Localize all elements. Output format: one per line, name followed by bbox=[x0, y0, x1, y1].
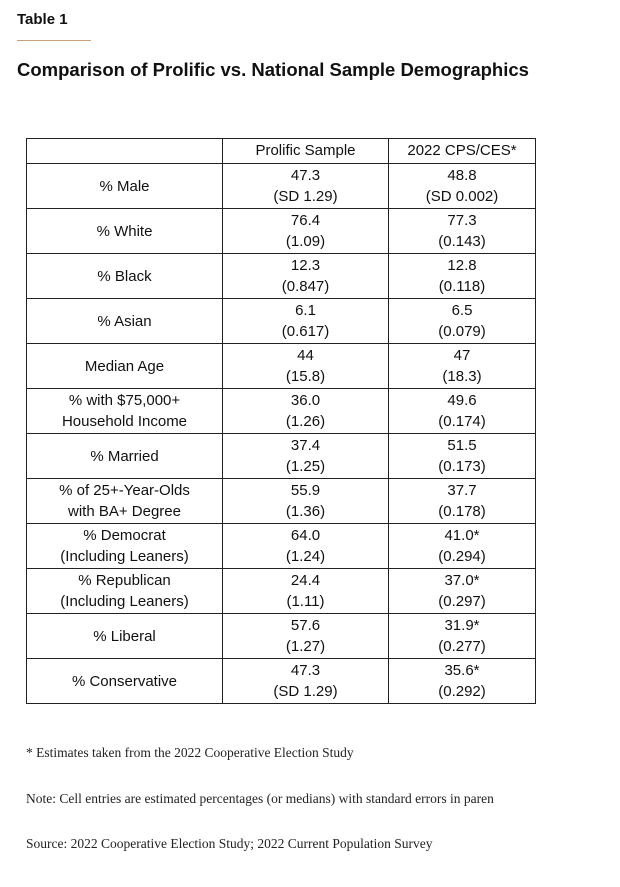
value-line: (SD 1.29) bbox=[273, 188, 338, 205]
national-value-cell bbox=[389, 344, 536, 389]
row-label-line: % with $75,000+ bbox=[68, 392, 181, 409]
table-row bbox=[27, 299, 536, 344]
value-line: 31.9* bbox=[444, 617, 480, 634]
value-line: 47.3 bbox=[290, 662, 321, 679]
row-label-line: % Conservative bbox=[71, 672, 178, 690]
value-line: (18.3) bbox=[442, 368, 482, 385]
value-line: 47.3 bbox=[290, 167, 321, 184]
prolific-value-cell bbox=[223, 524, 389, 569]
prolific-value-cell bbox=[223, 344, 389, 389]
national-value-cell bbox=[389, 659, 536, 704]
row-label-cell bbox=[27, 524, 223, 569]
value-line: 35.6* bbox=[444, 662, 480, 679]
label-underline bbox=[17, 40, 91, 41]
row-label-cell bbox=[27, 659, 223, 704]
value-line: (1.27) bbox=[285, 638, 326, 655]
value-line: (0.173) bbox=[438, 458, 486, 475]
row-label-cell bbox=[27, 569, 223, 614]
footnote-source: Source: 2022 Cooperative Election Study; 2022 Current Population Survey bbox=[26, 836, 433, 851]
value-line: (1.24) bbox=[285, 548, 326, 565]
table-header-row bbox=[27, 139, 536, 164]
table-row bbox=[27, 659, 536, 704]
row-label-line: % Black bbox=[97, 267, 152, 285]
table-label: Table 1 bbox=[17, 11, 68, 28]
value-line: 44 bbox=[297, 347, 314, 364]
row-label-cell bbox=[27, 389, 223, 434]
prolific-value-cell bbox=[223, 254, 389, 299]
row-label-cell bbox=[27, 299, 223, 344]
value-line: (1.11) bbox=[286, 593, 325, 610]
prolific-value-cell bbox=[223, 659, 389, 704]
value-line: (0.143) bbox=[438, 233, 486, 250]
prolific-value-cell bbox=[223, 164, 389, 209]
page-title: Comparison of Prolific vs. National Sample Demographics bbox=[17, 59, 529, 80]
national-value-cell bbox=[389, 209, 536, 254]
table-row bbox=[27, 434, 536, 479]
value-line: 6.5 bbox=[451, 302, 473, 319]
row-label-line: % Liberal bbox=[93, 627, 156, 645]
national-value-cell bbox=[389, 299, 536, 344]
table-row bbox=[27, 614, 536, 659]
column-header-label bbox=[27, 139, 223, 164]
table-row bbox=[27, 209, 536, 254]
value-line: 37.4 bbox=[290, 437, 321, 454]
column-header-prolific: Prolific Sample bbox=[223, 139, 389, 164]
row-label-cell bbox=[27, 344, 223, 389]
value-line: 41.0* bbox=[444, 527, 480, 544]
value-line: 24.4 bbox=[290, 572, 321, 589]
table-row bbox=[27, 569, 536, 614]
value-line: (1.09) bbox=[285, 233, 326, 250]
row-label-line: % of 25+-Year-Olds bbox=[59, 482, 190, 499]
row-label-line: Median Age bbox=[84, 357, 165, 375]
row-label-cell bbox=[27, 479, 223, 524]
national-value-cell bbox=[389, 524, 536, 569]
value-line: 6.1 bbox=[295, 302, 316, 319]
table-row bbox=[27, 254, 536, 299]
prolific-value-cell bbox=[223, 209, 389, 254]
value-line: 77.3 bbox=[447, 212, 477, 229]
value-line: (15.8) bbox=[285, 368, 326, 385]
national-value-cell bbox=[389, 164, 536, 209]
prolific-value-cell bbox=[223, 569, 389, 614]
row-label-line: % Republican bbox=[78, 572, 171, 589]
value-line: (0.118) bbox=[438, 278, 486, 295]
value-line: (0.174) bbox=[438, 413, 486, 430]
value-line: (0.617) bbox=[281, 323, 330, 340]
national-value-cell bbox=[389, 569, 536, 614]
value-line: 12.3 bbox=[290, 257, 321, 274]
value-line: (0.297) bbox=[438, 593, 486, 610]
column-header-national: 2022 CPS/CES* bbox=[389, 139, 536, 164]
footnote-estimates: * Estimates taken from the 2022 Cooperative Election Study bbox=[26, 745, 354, 760]
value-line: 76.4 bbox=[290, 212, 321, 229]
table-body bbox=[27, 164, 536, 704]
value-line: (0.277) bbox=[438, 638, 486, 655]
row-label-cell bbox=[27, 209, 223, 254]
table-row bbox=[27, 164, 536, 209]
value-line: (SD 1.29) bbox=[273, 683, 338, 700]
row-label-cell bbox=[27, 254, 223, 299]
prolific-value-cell bbox=[223, 434, 389, 479]
row-label-cell bbox=[27, 614, 223, 659]
value-line: (0.079) bbox=[438, 323, 486, 340]
row-label-cell bbox=[27, 164, 223, 209]
value-line: 37.0* bbox=[444, 572, 480, 589]
value-line: (1.26) bbox=[285, 413, 326, 430]
national-value-cell bbox=[389, 434, 536, 479]
value-line: (0.847) bbox=[281, 278, 330, 295]
value-line: (SD 0.002) bbox=[425, 188, 499, 205]
value-line: 12.8 bbox=[447, 257, 477, 274]
value-line: (0.292) bbox=[438, 683, 486, 700]
value-line: 51.5 bbox=[447, 437, 477, 454]
demographics-table bbox=[26, 138, 536, 704]
value-line: (1.25) bbox=[285, 458, 326, 475]
value-line: 48.8 bbox=[447, 167, 477, 184]
value-line: (0.294) bbox=[438, 548, 486, 565]
row-label-line: Household Income bbox=[61, 413, 188, 430]
national-value-cell bbox=[389, 254, 536, 299]
value-line: 47 bbox=[453, 347, 471, 364]
value-line: 49.6 bbox=[447, 392, 477, 409]
table-row bbox=[27, 389, 536, 434]
value-line: 55.9 bbox=[290, 482, 321, 499]
table-row bbox=[27, 524, 536, 569]
row-label-line: with BA+ Degree bbox=[68, 503, 181, 520]
value-line: 57.6 bbox=[290, 617, 321, 634]
table-row bbox=[27, 479, 536, 524]
table-row bbox=[27, 344, 536, 389]
value-line: 36.0 bbox=[290, 392, 321, 409]
row-label-line: (Including Leaners) bbox=[60, 548, 189, 565]
national-value-cell bbox=[389, 389, 536, 434]
national-value-cell bbox=[389, 479, 536, 524]
prolific-value-cell bbox=[223, 614, 389, 659]
row-label-line: % Democrat bbox=[83, 527, 166, 544]
row-label-line: % Married bbox=[90, 447, 159, 465]
prolific-value-cell bbox=[223, 299, 389, 344]
row-label-line: (Including Leaners) bbox=[60, 593, 189, 610]
value-line: 64.0 bbox=[290, 527, 321, 544]
prolific-value-cell bbox=[223, 389, 389, 434]
prolific-value-cell bbox=[223, 479, 389, 524]
row-label-line: % Asian bbox=[97, 312, 152, 330]
row-label-line: % White bbox=[96, 222, 153, 240]
row-label-line: % Male bbox=[99, 177, 150, 195]
value-line: (0.178) bbox=[438, 503, 486, 520]
footnote-note: Note: Cell entries are estimated percentages (or medians) with standard errors in paren bbox=[26, 791, 494, 806]
national-value-cell bbox=[389, 614, 536, 659]
value-line: (1.36) bbox=[285, 503, 326, 520]
row-label-cell bbox=[27, 434, 223, 479]
value-line: 37.7 bbox=[447, 482, 477, 499]
